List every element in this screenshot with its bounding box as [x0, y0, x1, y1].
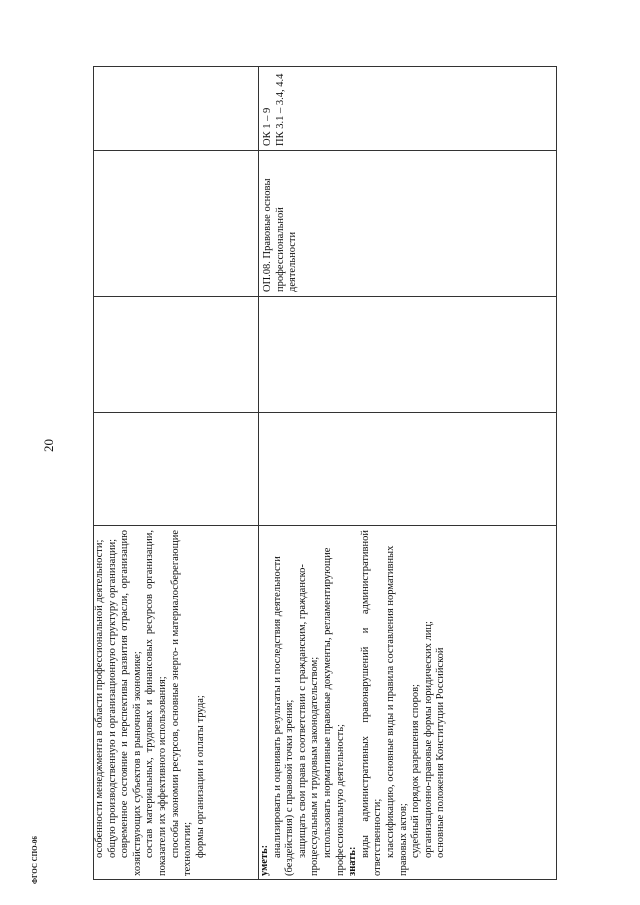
knowledge-item: виды административных правонарушений и административной ответственности; — [359, 530, 384, 876]
row-divider — [258, 297, 259, 412]
skill-item: использовать нормативные правовые документы, регламентирующие профессиональную деятельность; — [321, 547, 346, 876]
knowledge-item: основные положения Конституции Российской — [435, 647, 447, 858]
discipline-cell — [93, 151, 557, 297]
hours-class-cell — [93, 297, 557, 413]
knowledge-item: классификацию, основные виды и правила составления нормативных правовых актов; — [384, 545, 409, 876]
skill-item: анализировать и оценивать результаты и последствия деятельности (бездействия) с правовой точки зрения; — [271, 556, 296, 876]
page-number: 20 — [41, 439, 56, 452]
hours-max-cell — [93, 413, 557, 526]
text-line: особенности менеджмента в области профессиональной деятельности; — [94, 539, 105, 858]
knowledge-item: организационно-правовые формы юридических лиц; — [422, 621, 434, 858]
footer-label: ФГОС СПО-06 — [31, 836, 39, 884]
knowledge-skills-cell — [93, 526, 557, 880]
competency-pk: ПК 3.1 – 3.4, 4.4 — [274, 73, 286, 146]
text-line: состав материальных, трудовых и финансовых ресурсов организации, показатели их эффективного использования; — [144, 530, 168, 876]
row-divider — [258, 151, 259, 296]
text-line: общую производственную и организационную структуру организации; — [106, 538, 118, 858]
text-line: формы организации и оплаты труда; — [194, 695, 206, 858]
discipline-name: ОП.08. Правовые основы профессиональной деятельности — [262, 178, 299, 292]
knowledge-heading: знать: — [347, 846, 359, 876]
skill-item: защищать свои права в соответствии с гражданским, гражданско-процессуальным и трудовым законодательством; — [296, 564, 321, 876]
skills-heading: уметь: — [259, 844, 270, 876]
competencies-cell — [93, 66, 557, 151]
curriculum-table — [93, 66, 557, 880]
row-divider — [258, 66, 259, 150]
competency-ok: ОК 1 – 9 — [262, 107, 273, 146]
text-line: современное состояние и перспективы развития отрасли, организацию хозяйствующих субъектов в рыночной экономике; — [119, 530, 143, 876]
knowledge-item: судебный порядок разрешения споров; — [410, 684, 422, 858]
text-line: способы экономии ресурсов, основные энерго- и материалосберегающие технологии; — [169, 530, 194, 876]
row-divider — [258, 413, 259, 525]
